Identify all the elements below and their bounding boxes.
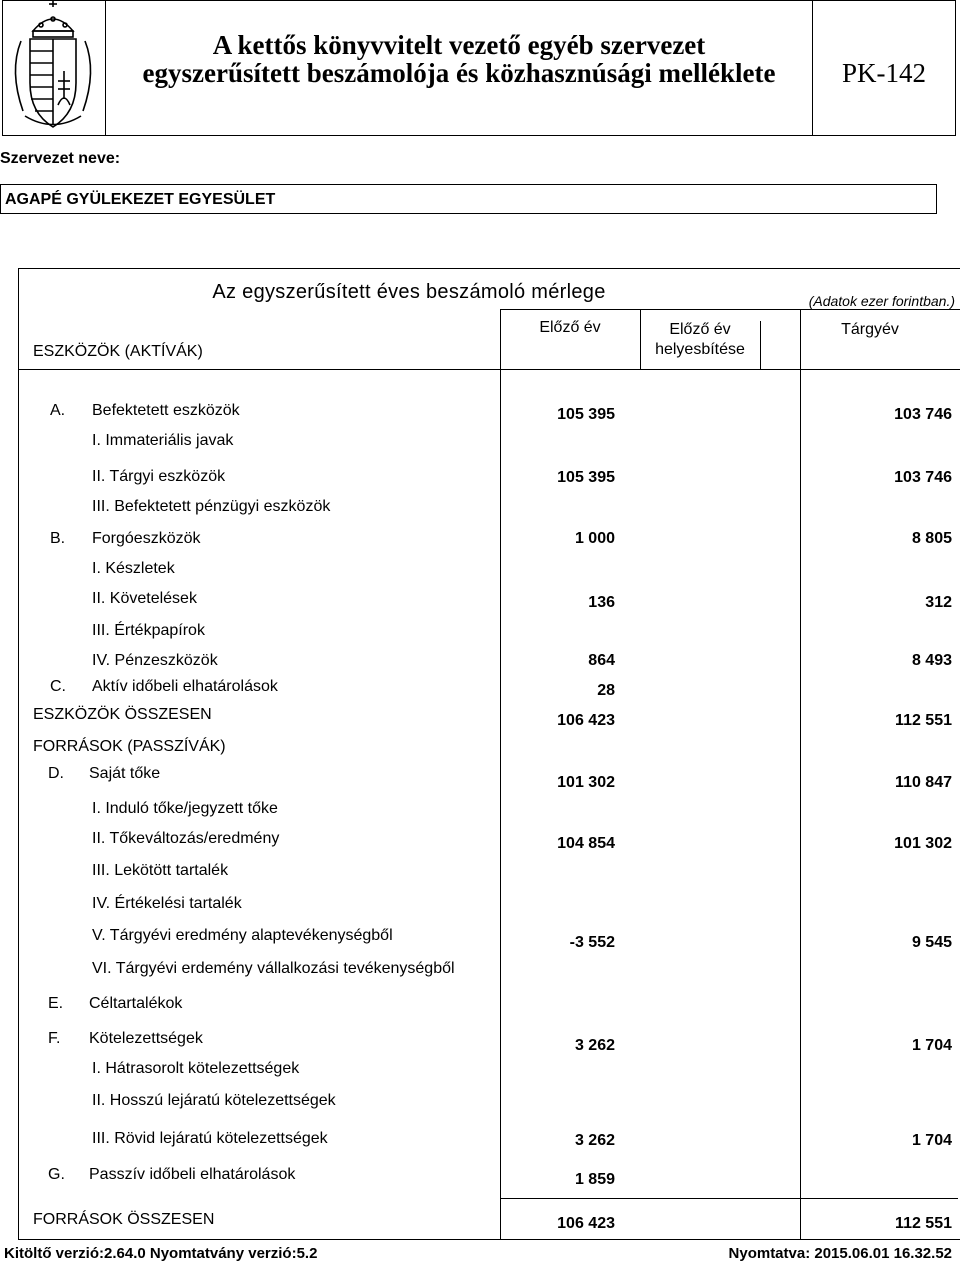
organization-name: AGAPÉ GYÜLEKEZET EGYESÜLET [5,191,276,208]
row-label-capital-change: II. Tőkeváltozás/eredmény [92,830,280,847]
row-label-initial-capital: I. Induló tőke/jegyzett tőke [92,800,278,817]
value-current-liabilities: 1 704 [911,1037,952,1054]
emblem-cell [2,0,106,136]
row-label-intangible-assets: I. Immateriális javak [92,432,234,449]
row-label-business-activity-result: VI. Tárgyévi erdemény vállalkozási tevékenységből [92,960,455,977]
value-current-receivables: 312 [925,594,952,611]
value-current-current-assets: 8 805 [911,530,952,547]
value-prev-receivables: 136 [588,594,615,611]
value-current-equity: 110 847 [895,774,952,791]
column-divider-correction-end [760,321,761,369]
row-label-subordinated-liabilities: I. Hátrasorolt kötelezettségek [92,1060,300,1077]
row-label-inventories: I. Készletek [92,560,175,577]
form-title-line2: egyszerűsített beszámolója és közhasznúsági melléklete [142,58,776,88]
footer-version: Kitöltő verzió:2.64.0 Nyomtatvány verzió:5.2 [4,1245,318,1262]
form-title-line1: A kettős könyvvitelt vezető egyéb szervezet [212,30,706,60]
row-letter-g: G. [48,1166,65,1183]
value-current-capital-change: 101 302 [894,835,952,852]
coat-of-arms-icon [3,1,103,133]
value-prev-liabilities: 3 262 [574,1037,615,1054]
value-prev-short-term-liabilities: 3 262 [574,1132,615,1149]
value-prev-core-activity-result: -3 552 [569,934,615,951]
table-header-divider [18,369,960,370]
column-header-prev-correction: Előző év helyesbítése [655,321,745,358]
row-label-liabilities: Kötelezettségek [89,1030,203,1047]
row-letter-c: C. [50,678,66,695]
value-current-fixed-assets: 103 746 [894,406,952,423]
row-label-short-term-liabilities: III. Rövid lejáratú kötelezettségek [92,1130,328,1147]
row-letter-e: E. [48,995,64,1012]
row-letter-d: D. [48,765,64,782]
row-label-tangible-assets: II. Tárgyi eszközök [92,468,226,485]
value-prev-current-assets: 1 000 [574,530,615,547]
value-current-tangible-assets: 103 746 [894,469,952,486]
value-prev-total-liabilities: 106 423 [557,1215,615,1232]
value-prev-deferred-income: 1 859 [574,1171,615,1188]
value-prev-accrued-income: 28 [597,682,615,699]
total-divider [500,1198,958,1199]
row-label-cash: IV. Pénzeszközök [92,652,218,669]
balance-sheet-title: Az egyszerűsített éves beszámoló mérlege [212,281,606,303]
row-label-provisions: Céltartalékok [89,995,183,1012]
value-current-total-assets: 112 551 [895,712,952,729]
column-header-divider [500,309,960,310]
row-label-deferred-income: Passzív időbeli elhatárolások [89,1166,296,1183]
value-prev-fixed-assets: 105 395 [557,406,615,423]
value-current-core-activity-result: 9 545 [911,934,952,951]
row-letter-b: B. [50,530,66,547]
row-label-securities: III. Értékpapírok [92,622,205,639]
row-letter-f: F. [48,1030,61,1047]
row-label-fixed-assets: Befektetett eszközök [92,402,240,419]
value-prev-capital-change: 104 854 [557,835,615,852]
column-header-current-year: Tárgyév [841,321,899,338]
row-label-liabilities-heading: FORRÁSOK (PASSZÍVÁK) [33,738,226,755]
row-label-core-activity-result: V. Tárgyévi eredmény alaptevékenységből [92,927,393,944]
footer-printed-date: Nyomtatva: 2015.06.01 16.32.52 [728,1245,952,1262]
column-header-prev-year: Előző év [539,319,601,336]
row-label-accrued-income: Aktív időbeli elhatárolások [92,678,278,695]
row-label-assets-heading: ESZKÖZÖK (AKTÍVÁK) [33,343,203,360]
value-current-short-term-liabilities: 1 704 [911,1132,952,1149]
row-label-tied-up-reserve: III. Lekötött tartalék [92,862,229,879]
value-prev-tangible-assets: 105 395 [557,469,615,486]
row-label-total-assets: ESZKÖZÖK ÖSSZESEN [33,706,212,723]
form-code: PK-142 [841,58,926,88]
row-label-total-liabilities: FORRÁSOK ÖSSZESEN [33,1211,215,1228]
value-prev-total-assets: 106 423 [557,712,615,729]
row-label-valuation-reserve: IV. Értékelési tartalék [92,895,242,912]
organization-label: Szervezet neve: [0,150,121,167]
unit-note: (Adatok ezer forintban.) [808,293,955,309]
value-prev-equity: 101 302 [557,774,615,791]
value-current-cash: 8 493 [911,652,952,669]
row-label-financial-investments: III. Befektetett pénzügyi eszközök [92,498,331,515]
value-current-total-liabilities: 112 551 [895,1215,952,1232]
row-label-long-term-liabilities: II. Hosszú lejáratú kötelezettségek [92,1092,336,1109]
row-label-equity: Saját tőke [89,765,161,782]
row-label-current-assets: Forgóeszközök [92,530,201,547]
value-prev-cash: 864 [588,652,615,669]
row-label-receivables: II. Követelések [92,590,197,607]
row-letter-a: A. [50,402,66,419]
